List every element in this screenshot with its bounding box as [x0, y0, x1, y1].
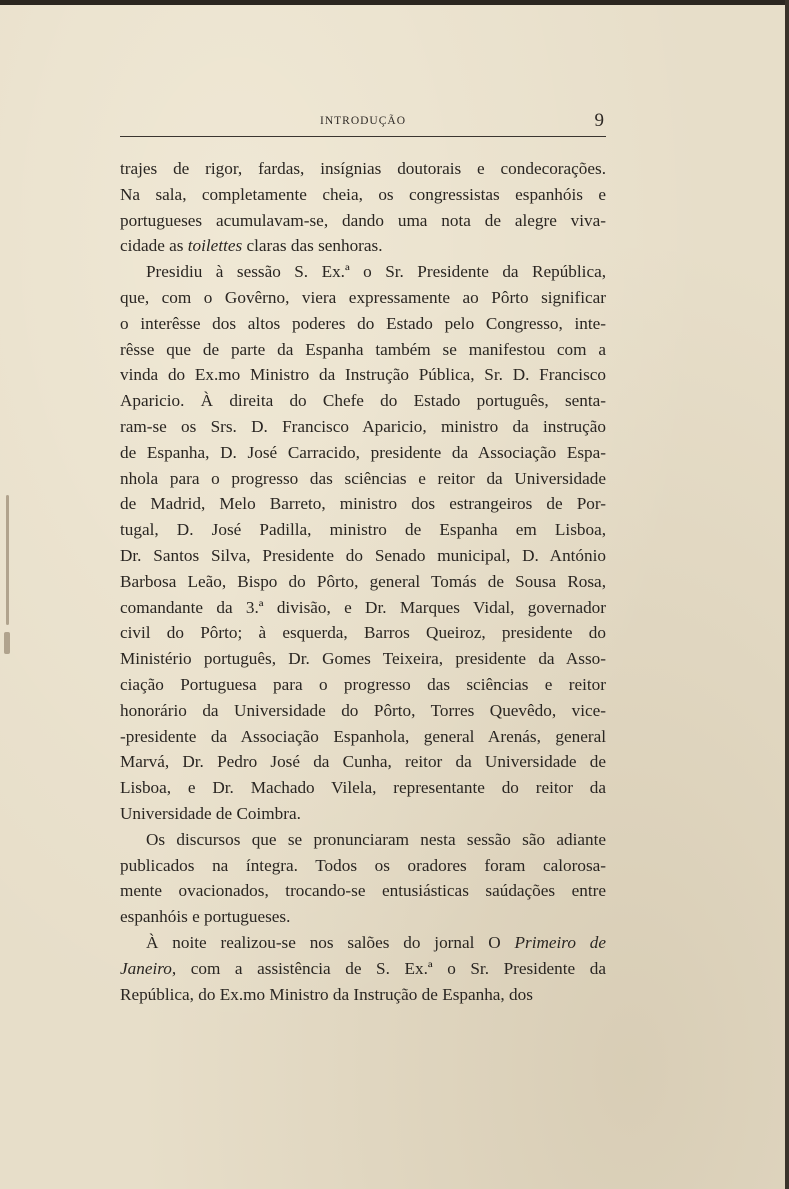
text-line: publicados na íntegra. Todos os oradores foram calorosa- [120, 855, 606, 875]
text-line: de Madrid, Melo Barreto, ministro dos estrangeiros de Por- [120, 494, 606, 514]
text-line: trajes de rigor, fardas, insígnias doutorais e condecorações. [120, 159, 606, 178]
text-line: tugal, D. José Padilla, ministro de Espanha em Lisboa, [120, 520, 606, 540]
running-head [120, 108, 606, 137]
text-line: -presidente da Associação Espanhola, general Arenás, general [120, 726, 606, 746]
text-run: cidade as [120, 236, 188, 256]
page-right-edge [785, 0, 789, 1189]
text-line: espanhóis e portugueses. [120, 907, 291, 927]
text-run: À noite realizou-se nos salões do jornal O [146, 932, 515, 952]
text-line [120, 930, 606, 956]
page-top-edge [0, 0, 789, 5]
text-line: Universidade de Coimbra. [120, 803, 301, 823]
text-line: Presidiu à sessão S. Ex.ª o Sr. Presidente da República, [146, 262, 606, 282]
text-line: ram-se os Srs. D. Francisco Aparicio, ministro da instrução [120, 416, 606, 436]
text-line: Marvá, Dr. Pedro José da Cunha, reitor da Universidade de [120, 752, 606, 772]
italic-text: toilettes [187, 236, 243, 256]
text-line: Barbosa Leão, Bispo do Pôrto, general Tomás de Sousa Rosa, [120, 571, 606, 591]
text-line: o interêsse dos altos poderes do Estado pelo Congresso, inte- [120, 313, 606, 333]
text-line: Lisboa, e Dr. Machado Vilela, representante do reitor da [120, 778, 606, 798]
italic-text: Primeiro de [514, 932, 606, 952]
text-line: comandante da 3.ª divisão, e Dr. Marques Vidal, governador [120, 597, 606, 617]
text-line [120, 956, 606, 982]
paragraph [120, 930, 606, 1007]
margin-stain [6, 495, 9, 625]
text-line: ciação Portuguesa para o progresso das sciências e reitor [120, 674, 606, 694]
text-line: Aparicio. À direita do Chefe do Estado português, senta- [120, 391, 606, 411]
text-line: Na sala, completamente cheia, os congressistas espanhóis e [120, 184, 606, 204]
text-line: honorário da Universidade do Pôrto, Torres Quevêdo, vice- [120, 700, 606, 720]
running-title: INTRODUÇÃO [319, 115, 407, 127]
text-line: civil do Pôrto; à esquerda, Barros Queiroz, presidente do [120, 623, 606, 643]
text-line: República, do Ex.mo Ministro da Instrução de Espanha, dos [120, 984, 533, 1004]
text-line: vinda do Ex.mo Ministro da Instrução Pública, Sr. D. Francisco [120, 365, 606, 385]
text-line: Ministério português, Dr. Gomes Teixeira, presidente da Asso- [120, 649, 606, 669]
text-run: claras das senhoras. [242, 236, 383, 256]
text-line: portugueses acumulavam-se, dando uma nota de alegre viva- [120, 210, 606, 230]
text-line [120, 233, 606, 259]
italic-text: Janeiro [120, 958, 172, 978]
text-line: Os discursos que se pronunciaram nesta sessão são adiante [146, 829, 606, 849]
text-line: mente ovacionados, trocando-se entusiásticas saúdações entre [120, 881, 606, 901]
paragraph [120, 156, 606, 259]
text-line: nhola para o progresso das sciências e reitor da Universidade [120, 468, 606, 488]
text-line: que, com o Govêrno, viera expressamente ao Pôrto significar [120, 287, 606, 307]
text-line: Dr. Santos Silva, Presidente do Senado municipal, D. António [120, 545, 606, 565]
body-text [120, 156, 606, 1007]
page-number: 9 [594, 110, 604, 131]
paragraph [120, 827, 606, 930]
text-run: , com a assistência de S. Ex.ª o Sr. Presidente da [171, 958, 606, 978]
text-line: de Espanha, D. José Carracido, presidente da Associação Espa- [120, 442, 606, 462]
margin-stain [4, 632, 10, 654]
text-line: rêsse que de parte da Espanha também se manifestou com a [120, 339, 606, 359]
paragraph [120, 259, 606, 827]
